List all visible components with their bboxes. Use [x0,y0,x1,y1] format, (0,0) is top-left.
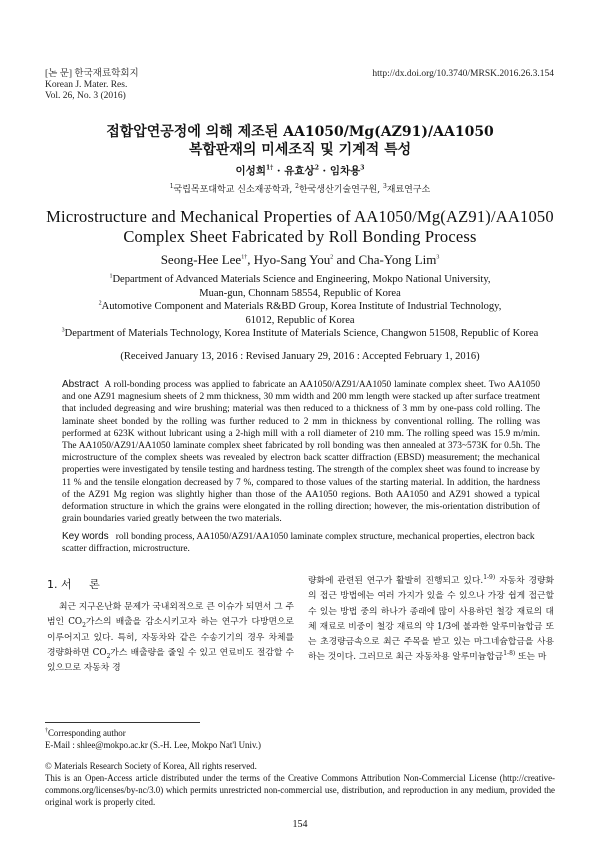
abstract-text: A roll-bonding process was applied to fabricate an AA1050/AZ91/AA1050 laminate complex sheet. Two AA1050 and one AZ91 magnesium sheets of 2 mm thickness, 30 mm width and 200 mm length were stacked up after surface treatment that included degreasing and wire brushing; material was then reduced to a thickness of 3 mm by one-pass cold rolling. The laminate sheet bonded by the rolling was further reduced to 2 mm in thickness by conventional rolling. The rolling was performed at 623K without lubricant using a 2-high mill with a roll diameter of 210 mm. The rolling speed was 15.9 m/min. The AA1050/AZ91/AA1050 laminate complex sheet fabricated by roll bonding was then annealed at 373~573K for 0.5h. The microstructure of the complex sheets was revealed by electron back scatter diffraction (EBSD) measurement; the mechanical properties were investigated by tensile testing and hardness testing. The strength of the complex sheet was found to increase by 11 % and the tensile elongation decreased by 7 %, compared to those values of the starting material. In addition, the hardness of the AZ91 Mg region was slightly higher than those of the AA1050 regions. Both AA1050 and AZ91 showed a typical deformation structure in which the grains were elongated in the rolling direction; however, the mis-orientation distribution of grain boundaries varied greatly between the two materials. [62,380,541,525]
author-en-2-mark: 2 [330,254,334,261]
title-korean-line2: 복합판재의 미세조직 및 기계적 특성 [188,142,412,158]
affil-en-2: Automotive Component and Materials R&BD Group, Korea Institute of Industrial Technology, [101,301,502,312]
author-en-2: , Hyo-Sang You [247,252,331,267]
affil-kr-1: 국립목포대학교 신소재공학과, [173,185,296,195]
section-number: 1. 서 [47,578,72,591]
affil-en-3: Department of Materials Technology, Korea Institute of Materials Science, Changwon 51508, Republic of Korea [64,328,539,339]
author-en-3-mark: 3 [436,254,440,261]
citation-ref: 1-9) [483,574,496,582]
author-en-3: and Cha-Yong Lim [333,252,437,267]
abstract-label: Abstract [62,379,99,390]
author-kr-3-mark: 3 [360,164,365,172]
body-text: 자동차 경량화의 접근 방법에는 여러 가지가 있을 수 있으나 가장 쉽게 접근할 수 있는 방법 중의 하나가 종래에 많이 사용하던 철강 재료의 대체 재료로 비중이 철강 재료의 약 1/3에 불과한 알루미늄합금 또는 초경량금속으로 최근 주목을 받고 있는 마그네슘합금을 사용하는 것이다. 그러므로 최근 자동차용 알루미늄합금 [308,576,554,663]
title-english-line1: Microstructure and Mechanical Properties of AA1050/Mg(AZ91)/AA1050 [46,207,554,226]
received-dates: (Received January 13, 2016 : Revised January 29, 2016 : Accepted February 1, 2016) [120,351,480,362]
affil-kr-3: 재료연구소 [386,185,431,195]
affiliations-english [0,273,600,341]
affil-kr-3-mark: 3 [382,183,387,190]
right-column-text [308,574,554,666]
authors-english [0,252,600,268]
author-kr-1: 이성희 [235,165,266,177]
title-english-line2: Complex Sheet Fabricated by Roll Bonding Process [123,227,477,246]
affil-kr-2: 한국생산기술연구원, [298,185,383,195]
body-text: 또는 마 [515,652,547,663]
author-kr-sep: · [273,165,285,177]
keywords-text: roll bonding process, AA1050/AZ91/AA1050 laminate complex structure, mechanical properties, electron back scatter diffraction, microstructure. [62,532,535,555]
subscript: 2 [106,652,111,660]
affil-en-1: Department of Advanced Materials Science and Engineering, Mokpo National University, [112,274,491,285]
author-en-1: Seong-Hee Lee [160,252,242,267]
citation-ref: 1-8) [503,650,516,658]
title-korean [0,123,600,159]
corresponding-mark: † [45,728,48,735]
journal-name-kr: [논 문] 한국재료학회지 [45,69,139,79]
author-kr-2: 유효상 [284,165,315,177]
doi-link[interactable]: http://dx.doi.org/10.3740/MRSK.2016.26.3.154 [372,69,554,79]
authors-korean [0,163,600,178]
affil-en-1-mark: 1 [109,273,113,280]
author-kr-1-mark: 1† [265,164,274,172]
copyright-notice: © Materials Research Society of Korea, All rights reserved. [45,761,257,771]
keywords [62,531,540,555]
page-number: 154 [292,819,308,830]
affiliations-korean [0,182,600,195]
affil-en-2-mark: 2 [98,300,102,307]
author-email: E-Mail : shlee@mokpo.ac.kr (S.-H. Lee, Mokpo Nat'l Univ.) [45,740,261,750]
affil-en-3-mark: 3 [61,327,65,334]
left-column-text [47,600,294,676]
journal-volume: Vol. 26, No. 3 (2016) [45,91,126,101]
author-en-1-mark: 1† [241,254,248,261]
title-korean-line1: 접합압연공정에 의해 제조된 AA1050/Mg(AZ91)/AA1050 [106,124,494,140]
journal-name-en: Korean J. Mater. Res. [45,80,128,90]
author-kr-sep: · [318,165,330,177]
affil-en-2-cont: 61012, Republic of Korea [245,314,355,326]
abstract [62,379,540,525]
body-text: 가스 배출량을 줄일 수 있고 연료비도 절감할 수 있으므로 자동차 경 [47,647,294,674]
author-kr-2-mark: 2 [314,164,319,172]
footnotes [45,727,555,808]
author-kr-3: 임차용 [329,165,361,177]
footnote-divider [45,722,200,723]
journal-header [45,69,139,102]
corresponding-author: Corresponding author [48,728,126,738]
affil-kr-1-mark: 1 [169,183,174,190]
section-title: 론 [89,578,100,591]
license-notice: This is an Open-Access article distributed under the terms of the Creative Commons Attribution Non-Commercial License (http://creative-commons.org/licenses/by-nc/3.0) which permits unrestricted non-commercial use, distribution, and reproduction in any medium, provided the original work is properly cited. [45,773,555,807]
affil-en-1-cont: Muan-gun, Chonnam 58554, Republic of Korea [199,287,401,299]
body-text: 최근 지구온난화 문제가 국내외적으로 큰 이슈가 되면서 그 주범인 CO [47,602,294,628]
title-english [0,207,600,247]
section-heading [47,576,100,592]
keywords-label: Key words [62,531,109,542]
subscript: 2 [82,622,86,630]
affil-kr-2-mark: 2 [295,183,299,190]
body-text: 량화에 관련된 연구가 활발히 진행되고 있다. [308,576,484,586]
body-text: 가스의 배출을 감소시키고자 하는 연구가 다방면으로 이루어지고 있다. 특히, 자동차와 같은 수송기기의 경우 차체를 경량화하면 CO [47,617,294,658]
